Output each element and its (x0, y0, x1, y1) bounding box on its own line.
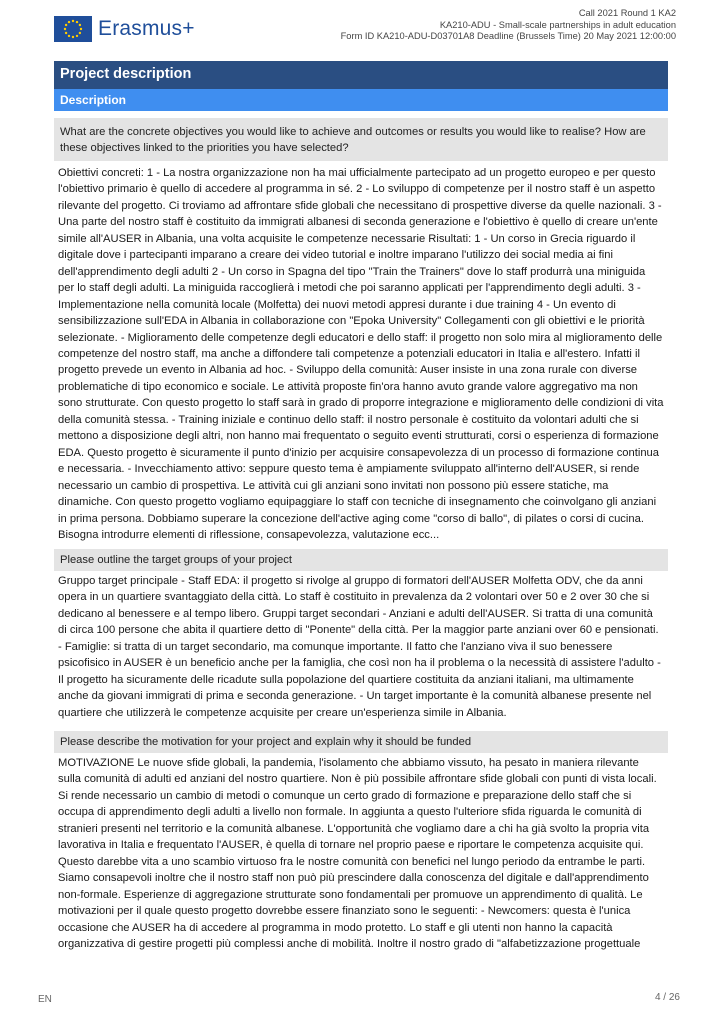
footer-language: EN (38, 994, 52, 1005)
answer-objectives: Obiettivi concreti: 1 - La nostra organizzazione non ha mai ufficialmente partecipato ad un progetto europeo e per questo l'obiettivo primario è quello di accedere al programma in sé. 2 - Lo sviluppo di competenze per il nostro staff è un aspetto rilevante del progetto. Ci troviamo ad affrontare sfide globali che necessitano di prospettive diverse da quelle nazionali. 3 - Una parte del nostro staff è costituito da immigrati albanesi di seconda generazione e l'obiettivo è quello di creare un'ente simile all'AUSER in Albania, una volta acquisite le competenze necessarie Risultati: 1 - Un corso in Grecia riguardo il digitale dove i partecipanti imparano a creare dei video tutorial e inoltre imparano l'utilizzo dei social media ai fini dell'apprendimento degli adulti 2 - Un corso in Spagna del tipo "Train the Trainers" dove lo staff produrrà una miniguida per lo staff degli adulti. La miniguida raccoglierà i metodi che poi saranno applicati per l'apprendimento degli adulti. 3 - Implementazione nella comunità locale (Molfetta) dei nuovi metodi appresi durante i due training 4 - Un evento di sensibilizzazione sull'EDA in Albania in collaborazione con "Epoka University" Collegamenti con gli obiettivi e le priorità selezionate. - Miglioramento delle competenze degli educatori e dello staff: il progetto non solo mira al miglioramento delle competenze del nostro staff, ma anche a diffondere tali competenze a potenziali educatori in Italia e all'estero. Infatti il progetto prevede un evento in Albania ad hoc. - Sviluppo della comunità: Auser insiste in una zona rurale con diverse problematiche di tipo economico e sociale. Le attività proposte fin'ora hanno avuto grande valore aggregativo ma non sono strutturate. Con questo progetto lo staff sarà in grado di proporre integrazione e miglioramento delle condizioni di vita della comunità stessa. - Training iniziale e continuo dello staff: il nostro personale è costituito da volontari adulti che si mettono a disposizione degli altri, non hanno mai frequentato o seguito eventi strutturati, corsi o esperienza di formazione EDA. Questo progetto è sicuramente il punto d'inizio per acquisire consapevolezza di un processo di formazione continua e necessaria. - Invecchiamento attivo: seppure questo tema è ampiamente sviluppato all'interno dell'AUSER, si rende necessario un cambio di prospettiva. Le attività cui gli anziani sono invitati non possono più essere statiche, ma dinamiche. Con questo progetto vogliamo equipaggiare lo staff con tecniche di insegnamento che coinvolgano gli anziani in prima persona. Dobbiamo superare la concezione dell'active aging come "corso di ballo", di pilates o corsi di cucina. Bisogna introdurre elementi di riflessione, consapevolezza, valutazione ecc... (58, 167, 664, 541)
eu-flag-icon (54, 16, 92, 42)
form-meta (341, 8, 676, 43)
erasmus-logo (54, 14, 195, 44)
question-target-groups: Please outline the target groups of your project (54, 549, 668, 571)
question-motivation: Please describe the motivation for your project and explain why it should be funded (54, 731, 668, 753)
section-title: Project description (54, 61, 668, 89)
subsection-title: Description (54, 89, 668, 111)
answer-target-groups: Gruppo target principale - Staff EDA: il progetto si rivolge al gruppo di formatori dell'AUSER Molfetta ODV, che da anni opera in un quartiere svantaggiato della città. Lo staff è costituito in prevalenza da 2 volontari over 50 e 2 over 30 che si dedicano al benessere e al tempo libero. Gruppi target secondari - Anziani e adulti dell'AUSER. Si tratta di una comunità di circa 100 persone che abita il quartiere detto di "Ponente" della città. Per la maggior parte anziani over 60 e pensionati. - Famiglie: si tratta di un target secondario, ma comunque importante. Il fatto che l'anziano viva il suo benessere psicofisico in AUSER è un beneficio anche per la famiglia, che così non ha il problema o la necessità di assistere l'adulto - Il progetto ha sicuramente delle ricadute sulla popolazione del quartiere costituita da anziani italiani, ma ultimamente anche da giovani immigrati di prima e seconda generazione. - Un target importante è la comunità albanese presente nel quartiere che utilizzerà le competenze acquisite per creare un'esperienza simile in Albania. (58, 575, 661, 719)
answer-motivation: MOTIVAZIONE Le nuove sfide globali, la pandemia, l'isolamento che abbiamo vissuto, ha pesato in maniera rilevante sulla comunità di adulti ed anziani del nostro quartiere. Non è più possibile affrontare sfide globali con punti di vista locali. Si rende necessario un cambio di metodi o comunque un certo grado di formazione e preparazione dello staff che si occupa di apprendimento degli adulti a livello non formale. In aggiunta a questo l'ulteriore sfida riguarda le comunità di stranieri presenti nel territorio e la comunità albanese. L'opportunità che vogliamo dare a chi ha già svolto la propria vita lavorativa in Italia e frequentato l'AUSER, è quella di tornare nel proprio paese e riportare le competenza acquisite qui. Questo darebbe vita a uno scambio virtuoso fra le nostre comunità con benefici nel lungo periodo da entrambe le parti. Siamo consapevoli inoltre che il nostro staff non può più prescindere dalla conoscenza del digitale e dall'apprendimento non-formale. Esperienze di aggregazione strutturate sono fondamentali per promuove un apprendimento di qualità. Le motivazioni per il quale questo progetto dovrebbe essere finanziato sono le seguenti: - Newcomers: questa è l'unica occasione che AUSER ha di accedere al programma in modo protetto. Lo staff e gli utenti non hanno la capacità organizzativa di gestire progetti più complessi anche di mobilità. Inoltre il nostro grado di "alfabetizzazione progettuale (58, 757, 657, 950)
question-objectives: What are the concrete objectives you would like to achieve and outcomes or results you would like to realise? How are these objectives linked to the priorities you have selected? (54, 118, 668, 161)
page-header (0, 0, 724, 52)
call-round: Call 2021 Round 1 KA2 (578, 8, 676, 18)
form-content (54, 118, 668, 975)
form-id-deadline: Form ID KA210-ADU-D03701A8 Deadline (Brussels Time) 20 May 2021 12:00:00 (340, 31, 676, 42)
logo-text: Erasmus+ (98, 17, 195, 40)
page-number: 4 / 26 (654, 992, 680, 1003)
action-type: KA210-ADU - Small-scale partnerships in adult education (439, 19, 676, 30)
